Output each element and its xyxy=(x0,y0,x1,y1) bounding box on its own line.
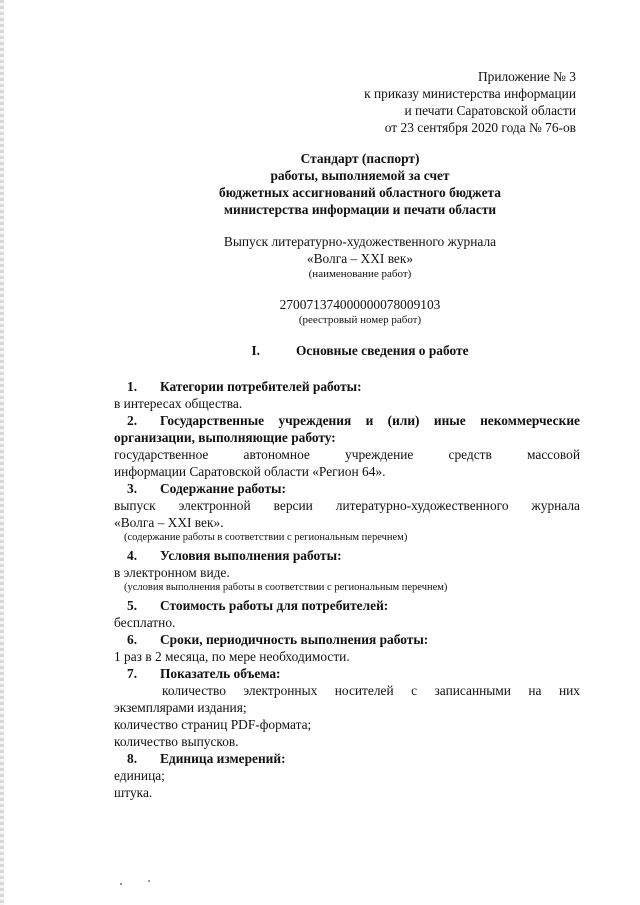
scan-edge xyxy=(0,0,4,905)
item-note: (содержание работы в соответствии с региональным перечнем) xyxy=(124,532,408,543)
item-text: бесплатно. xyxy=(114,615,176,630)
document-title xyxy=(100,150,620,218)
item-title: Стоимость работы для потребителей: xyxy=(160,598,389,613)
work-name-caption: (наименование работ) xyxy=(308,268,412,280)
item-heading xyxy=(114,480,580,497)
item-text: выпуск электронной версии литературно-художественного журнала xyxy=(114,498,580,513)
scan-speck xyxy=(120,883,122,885)
item-text: количество выпусков. xyxy=(114,734,239,749)
item-title: Сроки, периодичность выполнения работы: xyxy=(160,632,429,647)
item-number: 6. xyxy=(127,632,138,647)
item-note: (условия выполнения работы в соответствии с региональным перечнем) xyxy=(124,582,448,593)
work-name-line: Выпуск литературно-художественного журнала xyxy=(223,234,497,249)
item-text: в электронном виде. xyxy=(114,565,230,580)
registry-caption: (реестровый номер работ) xyxy=(298,314,422,326)
item-number: 5. xyxy=(127,598,138,613)
title-line: работы, выполняемой за счет xyxy=(270,168,450,183)
item-heading xyxy=(114,631,580,648)
item-heading xyxy=(114,547,580,564)
section-title: Основные сведения о работе xyxy=(296,343,469,358)
item-title: Содержание работы: xyxy=(160,481,286,496)
item-text: экземплярами издания; xyxy=(114,700,247,715)
item-number: 8. xyxy=(127,751,138,766)
item-text: государственное автономное учреждение средств массовой xyxy=(114,447,580,462)
appendix-line: Приложение № 3 xyxy=(477,69,576,84)
appendix-line: к приказу министерства информации xyxy=(364,86,576,101)
title-line: Стандарт (паспорт) xyxy=(300,151,420,166)
item-heading xyxy=(114,412,580,429)
item-text: информации Саратовской области «Регион 64». xyxy=(114,464,386,479)
section-heading xyxy=(100,342,620,359)
title-line: бюджетных ассигнований областного бюджета xyxy=(219,185,501,200)
registry-number: 270071374000000078009103 xyxy=(279,297,441,312)
item-title: Государственные учреждения и (или) иные некоммерческие xyxy=(160,413,580,428)
item-title-continued: организации, выполняющие работу: xyxy=(114,430,336,445)
item-text: «Волга – XXI век». xyxy=(114,515,224,530)
item-text: 1 раз в 2 месяца, по мере необходимости. xyxy=(114,649,350,664)
appendix-line: и печати Саратовской области xyxy=(404,103,576,118)
item-text: количество страниц PDF-формата; xyxy=(114,717,312,732)
item-text: количество электронных носителей с записанными на них xyxy=(162,683,580,698)
item-heading xyxy=(114,665,580,682)
title-line: министерства информации и печати области xyxy=(223,202,497,217)
scan-speck xyxy=(148,880,150,882)
item-title: Единица измерений: xyxy=(160,751,286,766)
item-heading xyxy=(114,597,580,614)
work-name-block xyxy=(100,233,620,281)
item-heading xyxy=(114,750,580,767)
appendix-header xyxy=(330,68,576,136)
item-number: 1. xyxy=(127,379,138,394)
item-title: Показатель объема: xyxy=(160,666,281,681)
item-heading xyxy=(114,378,580,395)
item-number: 4. xyxy=(127,548,138,563)
item-title: Условия выполнения работы: xyxy=(160,548,342,563)
item-number: 7. xyxy=(127,666,138,681)
document-body xyxy=(114,378,580,801)
item-text: единица; xyxy=(114,768,165,783)
item-text: штука. xyxy=(114,785,153,800)
item-text: в интересах общества. xyxy=(114,396,243,411)
item-number: 3. xyxy=(127,481,138,496)
work-name-line: «Волга – XXI век» xyxy=(306,251,414,266)
appendix-line: от 23 сентября 2020 года № 76-ов xyxy=(384,120,576,135)
item-title: Категории потребителей работы: xyxy=(160,379,362,394)
registry-block xyxy=(100,296,620,327)
item-number: 2. xyxy=(127,413,138,428)
section-number: I. xyxy=(251,343,260,358)
